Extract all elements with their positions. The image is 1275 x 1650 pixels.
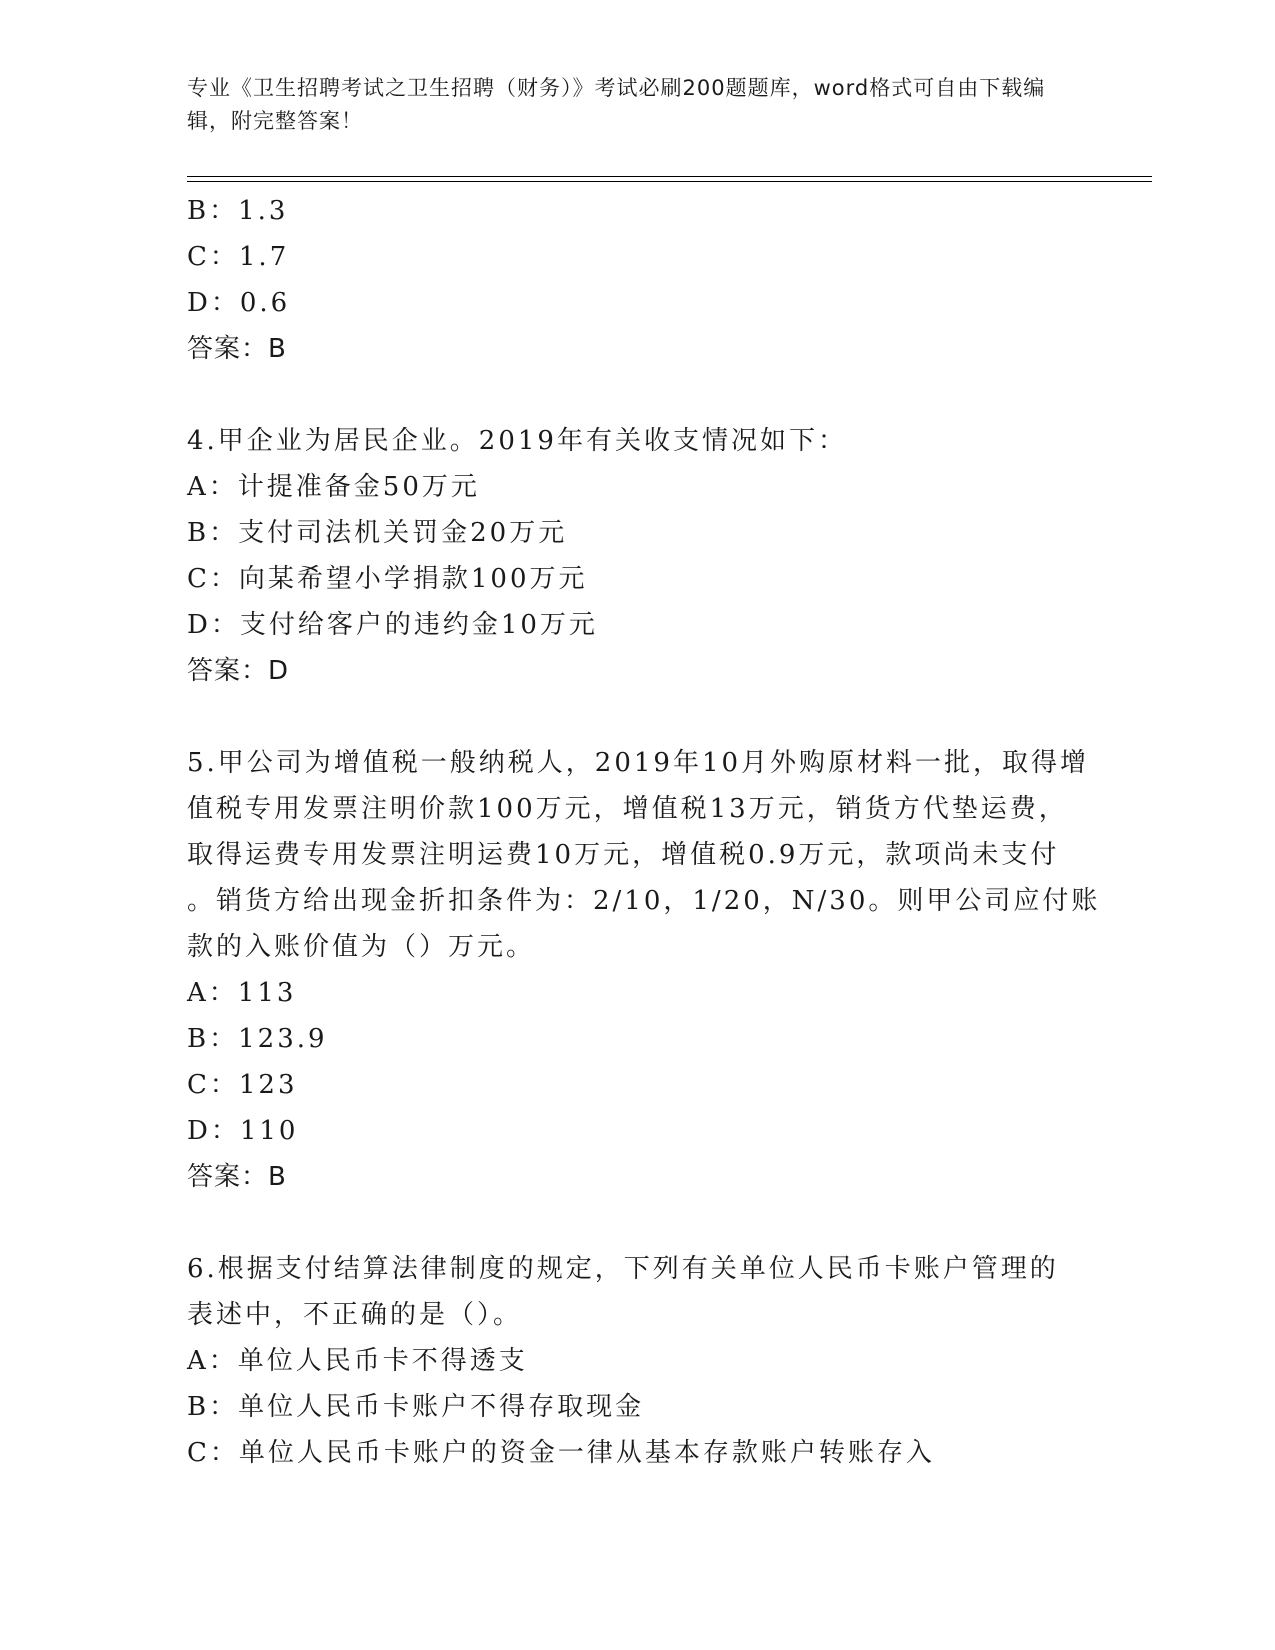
option-d: D：0.6 [187, 288, 291, 318]
document-header: 专业《卫生招聘考试之卫生招聘（财务）》考试必刷200题题库，word格式可自由下载编辑，附完整答案！ [187, 76, 1046, 133]
option-c: C：向某希望小学捐款100万元 [187, 564, 588, 594]
option-c: C：123 [187, 1070, 298, 1100]
option-b: B：单位人民币卡账户不得存取现金 [187, 1392, 645, 1422]
answer-line: 答案：D [187, 656, 290, 686]
option-d: D：支付给客户的违约金10万元 [187, 610, 598, 640]
option-c: C：1.7 [187, 242, 290, 272]
option-b: B：1.3 [187, 196, 289, 226]
question-stem-line: 5.甲公司为增值税一般纳税人，2019年10月外购原材料一批，取得增 [187, 748, 1090, 778]
question-stem-line: 取得运费专用发票注明运费10万元，增值税0.9万元，款项尚未支付 [187, 840, 1060, 870]
question-stem-line: 表述中，不正确的是（）。 [187, 1300, 523, 1330]
answer-line: 答案：B [187, 1162, 287, 1192]
question-6 [187, 1246, 1087, 1476]
option-a: A：113 [187, 978, 297, 1008]
question-stem: 4.甲企业为居民企业。2019年有关收支情况如下： [187, 426, 847, 456]
option-a: A：计提准备金50万元 [187, 472, 480, 502]
question-3-tail [187, 188, 1087, 372]
option-b: B：123.9 [187, 1024, 328, 1054]
answer-line: 答案：B [187, 334, 287, 364]
question-5 [187, 740, 1101, 1200]
question-stem-line: 款的入账价值为（）万元。 [187, 932, 536, 962]
option-d: D：110 [187, 1116, 299, 1146]
question-stem-line: 6.根据支付结算法律制度的规定，下列有关单位人民币卡账户管理的 [187, 1254, 1059, 1284]
option-c: C：单位人民币卡账户的资金一律从基本存款账户转账存入 [187, 1438, 935, 1468]
question-stem-line: 值税专用发票注明价款100万元，增值税13万元，销货方代垫运费， [187, 794, 1068, 824]
question-content [187, 188, 1101, 1476]
option-a: A：单位人民币卡不得透支 [187, 1346, 528, 1376]
header-rule-bottom [187, 181, 1152, 182]
option-b: B：支付司法机关罚金20万元 [187, 518, 568, 548]
question-4 [187, 418, 1087, 694]
header-rule-top [187, 176, 1152, 177]
question-stem-line: 。销货方给出现金折扣条件为：2/10，1/20，N/30。则甲公司应付账 [187, 886, 1101, 916]
